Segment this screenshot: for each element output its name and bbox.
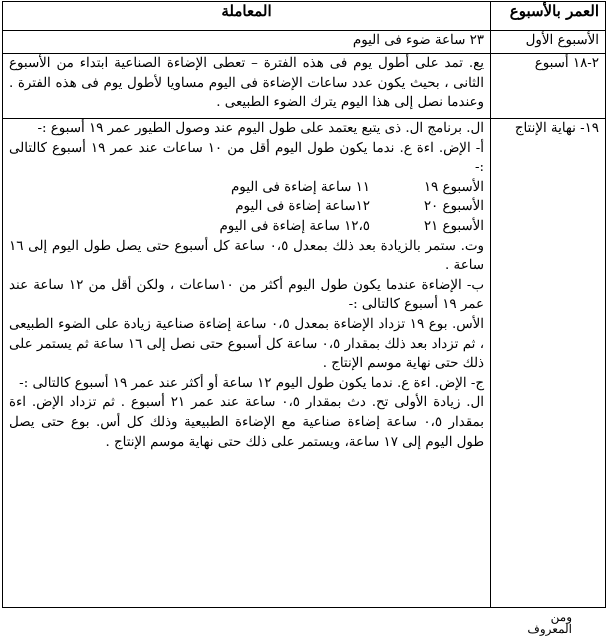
table-row <box>3 119 606 608</box>
age-column-header: العمر بالأسبوع <box>491 2 606 31</box>
schedule-hours: ١١ ساعة إضاءة فى اليوم <box>231 179 370 195</box>
schedule-line <box>9 197 484 217</box>
schedule-line <box>9 178 484 198</box>
treatment-cell <box>3 119 491 608</box>
age-cell: ٢-١٨ أسبوع <box>491 54 606 119</box>
document <box>2 1 606 608</box>
case-c-body: ال. زيادة الأولى تح. دث بمقدار ٠،٥ ساعة عند عمر ٢١ أسبوع . ثم تزداد الإض. اءة بمقدار ٠،٥ ساعة إضاءة صناعية مع الإضاءة الطبيعية وذلك كل أس. بوع حتى يصل طول اليوم إلى ١٧ ساعة، ويستمر على ذلك حتى نهاية موسم الإنتاج . <box>9 395 485 450</box>
age-cell: الأسبوع الأول <box>491 31 606 54</box>
lighting-program-table <box>2 1 606 608</box>
table-row <box>3 31 606 54</box>
table-row <box>3 54 606 119</box>
treatment-cell: ٢٣ ساعة ضوء فى اليوم <box>3 31 491 54</box>
footer-text-fragment: ومن المعروف <box>527 610 572 636</box>
case-b-body: الأس. بوع ١٩ تزداد الإضاءة بمعدل ٠،٥ ساعة إضاءة صناعية زيادة على الضوء الطبيعى ، ثم تزداد بعد ذلك بمقدار ٠،٥ ساعة كل أسبوع حتى نصل إلى ١٦ ساعة ثم يستمر على ذلك حتى نهاية موسم الإنتاج . <box>9 316 485 372</box>
production-intro: ال. برنامج ال. ذى يتبع يعتمد على طول اليوم عند وصول الطيور عمر ١٩ أسبوع :- <box>37 121 484 136</box>
age-cell: ١٩- نهاية الإنتاج <box>491 119 606 608</box>
treatment-column-header: المعاملة <box>3 2 491 31</box>
case-a-continuation: وت. ستمر بالزيادة بعد ذلك بمعدل ٠،٥ ساعة كل أسبوع حتى يصل طول اليوم إلى ١٦ ساعة . <box>9 238 484 274</box>
schedule-week: الأسبوع ١٩ <box>423 179 484 195</box>
schedule-week: الأسبوع ٢٠ <box>423 199 484 215</box>
case-c-heading: ج- الإض. اءة ع. ندما يكون طول اليوم ١٢ ساعة أو أكثر عند عمر ١٩ أسبوع كالتالى :- <box>19 375 484 391</box>
schedule-week: الأسبوع ٢١ <box>423 218 484 234</box>
treatment-cell: يع. تمد على أطول يوم فى هذه الفترة – تعطى الإضاءة الصناعية ابتداء من الأسبوع الثانى ، بحيث يكون عدد ساعات الإضاءة فى اليوم مساويا لأطول يوم فى هذه الفترة . وعندما نصل إلى هذا اليوم يترك الضوء الطبيعى . <box>3 54 491 119</box>
schedule-hours: ١٢ساعة إضاءة فى اليوم <box>235 199 370 215</box>
schedule-line <box>9 217 484 237</box>
table-header-row <box>3 2 606 31</box>
case-b-heading: ب- الإضاءة عندما يكون طول اليوم أكثر من ١٠ساعات ، ولكن أقل من ١٢ ساعة عند عمر ١٩ أسبوع كالتالى :- <box>9 277 484 313</box>
case-a-heading: أ- الإض. اءة ع. ندما يكون طول اليوم أقل من ١٠ ساعات عند عمر ١٩ أسبوع كالتالى :- <box>9 140 484 176</box>
schedule-hours: ١٢،٥ ساعة إضاءة فى اليوم <box>219 218 370 234</box>
